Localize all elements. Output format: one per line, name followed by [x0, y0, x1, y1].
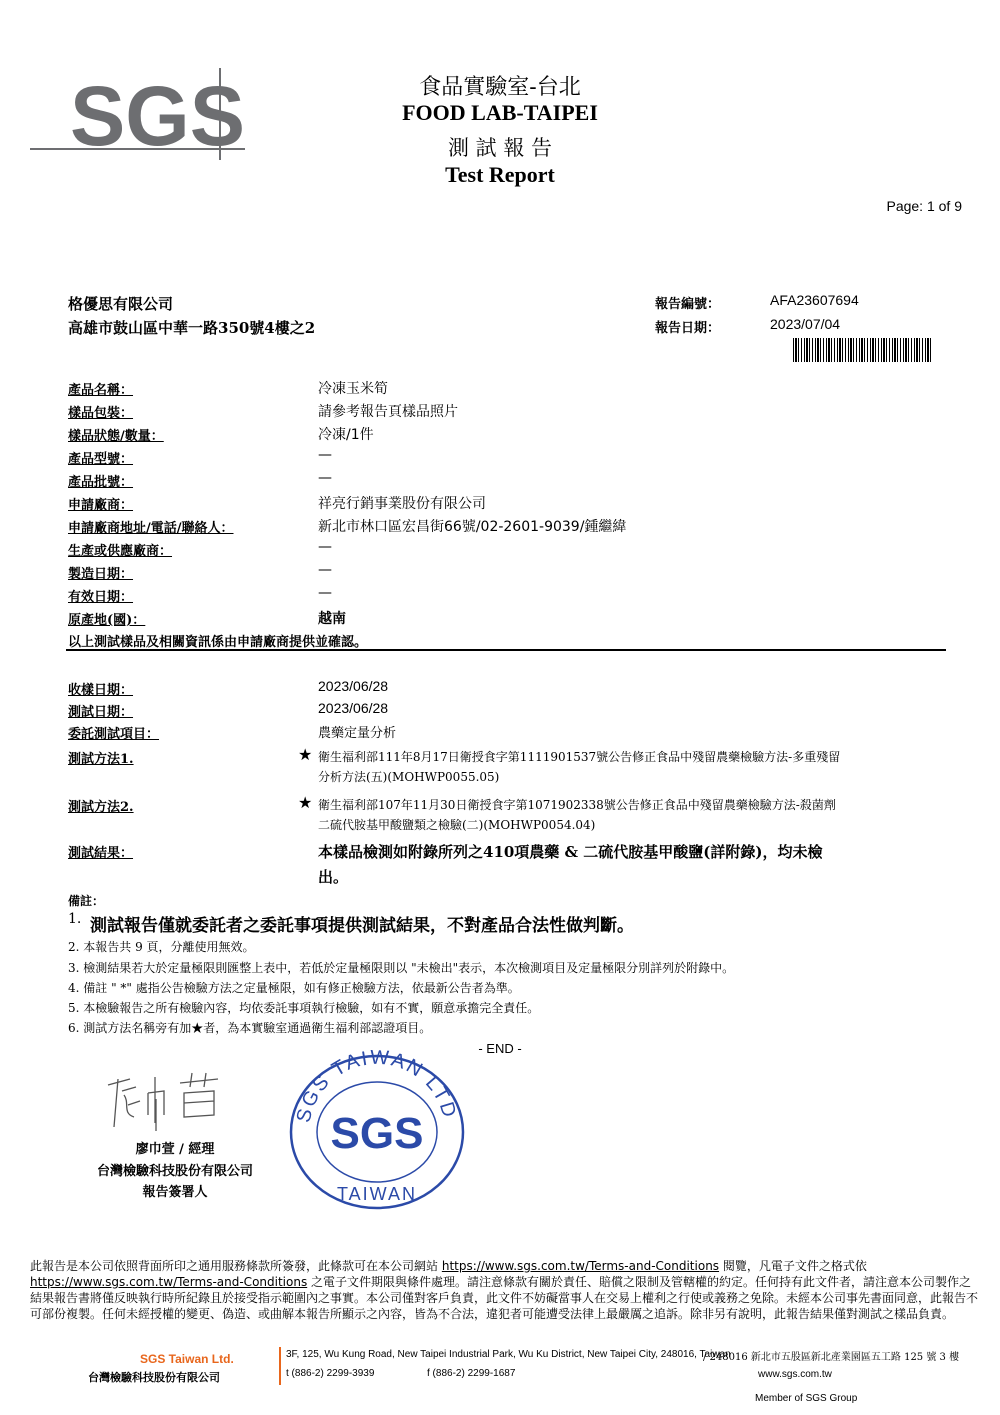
lab-title-en: FOOD LAB-TAIPEI — [402, 100, 598, 125]
result-line2: 出。 — [318, 868, 349, 886]
note-1-number: 1. — [68, 911, 82, 927]
field-label-origin: 原產地(國)： — [68, 613, 146, 628]
client-address: 高雄市鼓山區中華一路350號4樓之2 — [68, 319, 316, 337]
field-value-applicant: 祥亮行銷事業股份有限公司 — [318, 496, 486, 512]
field-value-batch: — — [318, 470, 332, 486]
end-marker: - END - — [478, 1041, 522, 1056]
page-number: Page: 1 of 9 — [886, 198, 962, 214]
footer-member: Member of SGS Group — [755, 1393, 858, 1404]
footer-address-en: 3F, 125, Wu Kung Road, New Taipei Industrial Park, Wu Ku District, New Taipei City, 248016, Taiwan — [286, 1349, 731, 1360]
barcode — [793, 338, 933, 362]
disclaimer-text — [30, 1258, 978, 1322]
note-3: 3. 檢測結果若大於定量極限則匯整上表中，若低於定量極限則以 "未檢出"表示，本次檢測項目及定量極限分別詳列於附錄中。 — [68, 961, 735, 975]
sgs-taiwan-stamp — [287, 1050, 467, 1210]
field-label-model: 產品型號： — [68, 452, 134, 467]
field-label-applicant-address: 申請廠商地址/電話/聯絡人： — [68, 521, 234, 536]
result-label: 測試結果： — [68, 846, 134, 861]
handwritten-signature — [100, 1065, 230, 1135]
report-title-en: Test Report — [445, 162, 555, 187]
footer-web[interactable]: www.sgs.com.tw — [758, 1369, 832, 1380]
field-label-applicant: 申請廠商： — [68, 498, 134, 513]
note-2: 2. 本報告共 9 頁，分離使用無效。 — [68, 940, 255, 954]
stamp-center-text: SGS — [330, 1109, 424, 1158]
disclaimer-part1: 此報告是本公司依照背面所印之通用服務條款所簽發，此條款可在本公司網站 — [30, 1259, 439, 1273]
footer-address-cn: / 248016 新北市五股區新北產業園區五工路 125 號 3 樓 — [703, 1352, 960, 1363]
field-label-manufacturer: 生產或供應廠商： — [68, 544, 173, 559]
disclaimer-part2: 閱覽，凡電子文件之格式依 — [722, 1259, 867, 1273]
terms-link-2[interactable]: https://www.sgs.com.tw/Terms-and-Conditions — [30, 1275, 308, 1289]
field-label-packaging: 樣品包裝： — [68, 406, 134, 421]
method2-label: 測試方法2. — [68, 800, 134, 815]
field-value-origin: 越南 — [318, 611, 346, 627]
received-date-label: 收樣日期： — [68, 683, 134, 698]
report-date-label: 報告日期： — [655, 321, 721, 336]
footer-brand-en: SGS Taiwan Ltd. — [140, 1352, 234, 1366]
field-label-mfg-date: 製造日期： — [68, 567, 134, 582]
svg-text:SGS: SGS — [70, 69, 245, 160]
disclaimer-part3: 之電子文件期限與條件處理。請注意條款有關於責任、賠償之限制及管轄權的約定。任何持有此文件者，請注意本公司製作之結果報告書將僅反映執行時所紀錄且於接受指示範圍內之事實。本公司僅對客戶負責，此文件不妨礙當事人在交易上權利之行使或義務之免除。未經本公司事先書面同意，此報告不可部份複製。任何未經授權的變更、偽造、或曲解本報告所顯示之內容，皆為不合法，違犯者可能遭受法律上最嚴厲之追訴。除非另有說明，此報告結果僅對測試之樣品負責。 — [30, 1275, 979, 1321]
stamp-bottom-text: TAIWAN — [337, 1184, 417, 1204]
method1-line1: 衛生福利部111年8月17日衛授食字第1111901537號公告修正食品中殘留農藥檢驗方法-多重殘留 — [318, 750, 841, 764]
test-date-value: 2023/06/28 — [318, 700, 389, 716]
sgs-logo — [30, 60, 250, 160]
field-label-product-name: 產品名稱： — [68, 383, 134, 398]
method1-line2: 分析方法(五)(MOHWP0055.05) — [318, 770, 500, 784]
field-value-state-qty: 冷凍/1件 — [318, 427, 374, 443]
footer-vertical-rule — [279, 1347, 281, 1385]
method1-star-icon: ★ — [298, 745, 313, 764]
field-value-exp-date: — — [318, 585, 332, 601]
note-4: 4. 備註 " *" 處指公告檢驗方法之定量極限，如有修正檢驗方法，依最新公告者為準。 — [68, 981, 520, 995]
note-1: 測試報告僅就委託者之委託事項提供測試結果，不對產品合法性做判斷。 — [90, 916, 634, 936]
signer-role: 報告簽署人 — [142, 1185, 208, 1200]
report-no-value: AFA23607694 — [770, 292, 859, 308]
field-value-applicant-address: 新北市林口區宏昌街66號/02-2601-9039/鍾繼緯 — [318, 519, 627, 535]
sample-confirm-note: 以上測試樣品及相關資訊係由申請廠商提供並確認。 — [68, 635, 368, 650]
method1-label: 測試方法1. — [68, 752, 134, 767]
field-value-model: — — [318, 447, 332, 463]
stamp-top-text: SGS TAIWAN LTD — [292, 1050, 461, 1125]
method2-line2: 二硫代胺基甲酸鹽類之檢驗(二)(MOHWP0054.04) — [318, 818, 596, 832]
field-label-state-qty: 樣品狀態/數量： — [68, 429, 164, 444]
test-item-label: 委託測試項目： — [68, 727, 160, 742]
result-line1: 本樣品檢測如附錄所列之410項農藥 & 二硫代胺基甲酸鹽(詳附錄)，均未檢 — [318, 843, 823, 861]
field-value-mfg-date: — — [318, 562, 332, 578]
signer-company: 台灣檢驗科技股份有限公司 — [96, 1164, 253, 1179]
method2-line1: 衛生福利部107年11月30日衛授食字第1071902338號公告修正食品中殘留農藥檢驗方法-殺菌劑 — [318, 798, 836, 812]
field-value-product-name: 冷凍玉米筍 — [318, 381, 388, 397]
field-label-batch: 產品批號： — [68, 475, 134, 490]
signer-name-title: 廖巾萱 / 經理 — [135, 1142, 215, 1157]
field-value-manufacturer: — — [318, 539, 332, 555]
test-date-label: 測試日期： — [68, 705, 134, 720]
client-name: 格優思有限公司 — [68, 295, 174, 313]
footer-brand-cn: 台灣檢驗科技股份有限公司 — [88, 1371, 220, 1384]
footer-fax: f (886-2) 2299-1687 — [427, 1368, 516, 1379]
report-no-label: 報告編號： — [655, 297, 721, 312]
note-6: 6. 測試方法名稱旁有加★者，為本實驗室通過衛生福利部認證項目。 — [68, 1021, 432, 1035]
field-value-packaging: 請參考報告頁樣品照片 — [318, 404, 458, 420]
footer-tel: t (886-2) 2299-3939 — [286, 1368, 375, 1379]
field-label-exp-date: 有效日期： — [68, 590, 134, 605]
report-title-cn: 測 試 報 告 — [447, 136, 553, 160]
notes-title: 備註： — [68, 894, 105, 908]
terms-link-1[interactable]: https://www.sgs.com.tw/Terms-and-Conditions — [441, 1259, 720, 1273]
report-date-value: 2023/07/04 — [770, 316, 841, 332]
divider-line — [66, 649, 946, 651]
lab-title-cn: 食品實驗室-台北 — [419, 75, 581, 100]
note-5: 5. 本檢驗報告之所有檢驗內容，均依委託事項執行檢驗，如有不實，願意承擔完全責任。 — [68, 1001, 540, 1015]
test-item-value: 農藥定量分析 — [318, 726, 397, 741]
method2-star-icon: ★ — [298, 793, 313, 812]
received-date-value: 2023/06/28 — [318, 678, 389, 694]
